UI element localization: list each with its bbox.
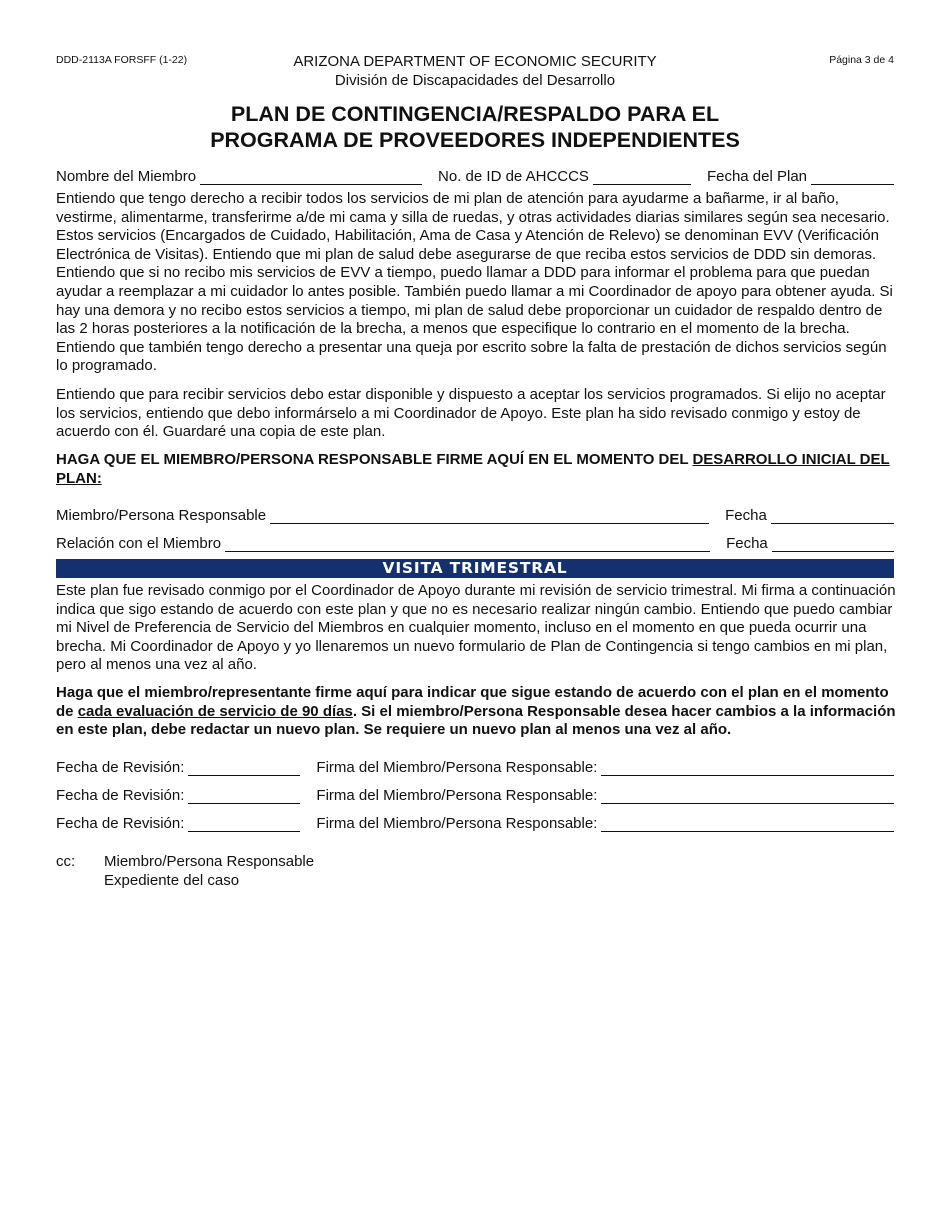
- cc-item: Miembro/Persona Responsable: [104, 853, 315, 870]
- division-name: División de Discapacidades del Desarrollo: [334, 72, 616, 89]
- member-signature-date-field[interactable]: [771, 509, 894, 524]
- rights-paragraph: Entiendo que tengo derecho a recibir todos los servicios de mi plan de atención para ayudarme a bañarme, ir al baño, vestirme, alimentarme, transferirme a/de mi cama y silla de ruedas, y otras actividades diarias similares según sea necesario. Estos servicios (Encargados de Cuidado, Habilitación, Ama de Casa y Atención de Relevo) se denominan EVV (Verificación Electrónica de Visitas). Entiendo que mi plan de salud debe asegurarse de que reciba estos servicios de DDD sin demoras. Entiendo que si no recibo mis servicios de EVV a tiempo, puedo llamar a DDD para informar el problema para que puedan ayudar a reemplazar a mi cuidador lo antes posible. También puedo llamar a mi Coordinador de apoyo para obtener ayuda. Si hay una demora y no recibo estos servicios a tiempo, mi plan de salud debe proporcionar un cuidador de respaldo dentro de las 2 horas posteriores a la notificación de la brecha, a menos que especifique lo contrario en el momento de la brecha. Entiendo que también tengo derecho a presentar una queja por escrito sobre la falta de prestación de dichos servicios según lo programado.: [56, 190, 893, 375]
- review-row: [56, 787, 894, 804]
- relation-date-label: Fecha: [726, 535, 768, 552]
- member-name-label: Nombre del Miembro: [56, 168, 197, 185]
- plan-date-label: Fecha del Plan: [706, 168, 808, 185]
- agency-header: [0, 52, 950, 90]
- review-signature-field[interactable]: [601, 817, 894, 832]
- review-date-field[interactable]: [188, 789, 300, 804]
- page-title: [0, 101, 950, 153]
- review-date-field[interactable]: [188, 817, 300, 832]
- initial-instruction-text: HAGA QUE EL MIEMBRO/PERSONA RESPONSABLE FIRME AQUÍ EN EL MOMENTO DEL: [56, 451, 693, 468]
- plan-date-field[interactable]: [811, 170, 894, 185]
- initial-signature-instruction: [56, 451, 896, 488]
- review-signature-label: Firma del Miembro/Persona Responsable:: [316, 787, 598, 804]
- review-date-field[interactable]: [188, 761, 300, 776]
- review-signature-label: Firma del Miembro/Persona Responsable:: [316, 815, 598, 832]
- title-line-1: PLAN DE CONTINGENCIA/RESPALDO PARA EL: [230, 102, 720, 126]
- relation-label: Relación con el Miembro: [56, 535, 222, 552]
- availability-paragraph: Entiendo que para recibir servicios debo estar disponible y dispuesto a aceptar los servicios programados. Si elijo no aceptar los servicios, entiendo que debo informárselo a mi Coordinador de Apoyo. Este plan ha sido revisado conmigo y estoy de acuerdo con él. Guardaré una copia de este plan.: [56, 386, 886, 441]
- ahcccs-id-label: No. de ID de AHCCCS: [438, 168, 589, 185]
- review-signature-field[interactable]: [601, 789, 894, 804]
- initial-instruction-underlined: DESARROLLO INICIAL DEL PLAN:: [56, 451, 890, 487]
- agency-name: ARIZONA DEPARTMENT OF ECONOMIC SECURITY: [293, 53, 657, 70]
- form-id: DDD-2113A FORSFF (1-22): [56, 54, 188, 66]
- page-number: Página 3 de 4: [829, 54, 894, 66]
- review-date-label: Fecha de Revisión:: [56, 787, 185, 804]
- cc-list: [56, 852, 314, 890]
- review-row: [56, 815, 894, 832]
- cc-item: Expediente del caso: [104, 872, 240, 889]
- member-signature-date-label: Fecha: [725, 507, 767, 524]
- relation-date-field[interactable]: [772, 537, 894, 552]
- ahcccs-id-field[interactable]: [593, 170, 691, 185]
- relation-row: [56, 535, 894, 552]
- member-signature-label: Miembro/Persona Responsable: [56, 507, 267, 524]
- review-signature-label: Firma del Miembro/Persona Responsable:: [316, 759, 598, 776]
- member-signature-field[interactable]: [270, 509, 709, 524]
- cc-label: cc:: [56, 853, 76, 870]
- relation-field[interactable]: [225, 537, 710, 552]
- quarterly-instruction-b: . Si el miembro/Persona Responsable desea hacer cambios a la información en este plan, debe redactar un nuevo plan. Se requiere un nuevo plan al menos una vez al año.: [56, 702, 896, 739]
- member-name-field[interactable]: [200, 170, 422, 185]
- quarterly-paragraph: Este plan fue revisado conmigo por el Coordinador de Apoyo durante mi revisión de servicio trimestral. Mi firma a continuación indica que sigo estando de acuerdo con este plan y que no es necesario realizar ningún cambio. Entiendo que puedo cambiar mi Nivel de Preferencia de Servicio del Miembros en cualquier momento, incluso en el momento en que pueda ocurrir una brecha. Mi Coordinador de Apoyo y yo llenaremos un nuevo formulario de Plan de Contingencia si tengo cambios en mi plan, pero al menos una vez al año.: [56, 582, 896, 674]
- member-signature-row: [56, 507, 894, 524]
- quarterly-instruction: [56, 684, 896, 740]
- quarterly-visit-banner: VISITA TRIMESTRAL: [56, 559, 894, 578]
- member-info-row: [56, 168, 894, 185]
- review-date-label: Fecha de Revisión:: [56, 815, 185, 832]
- review-row: [56, 759, 894, 776]
- review-date-label: Fecha de Revisión:: [56, 759, 185, 776]
- quarterly-instruction-a: Haga que el miembro/representante firme aquí para indicar que sigue estando de acuerdo con el plan en el momento de: [56, 684, 889, 720]
- quarterly-instruction-underlined: cada evaluación de servicio de 90 días: [77, 702, 353, 720]
- review-signature-field[interactable]: [601, 761, 894, 776]
- title-line-2: PROGRAMA DE PROVEEDORES INDEPENDIENTES: [210, 128, 740, 152]
